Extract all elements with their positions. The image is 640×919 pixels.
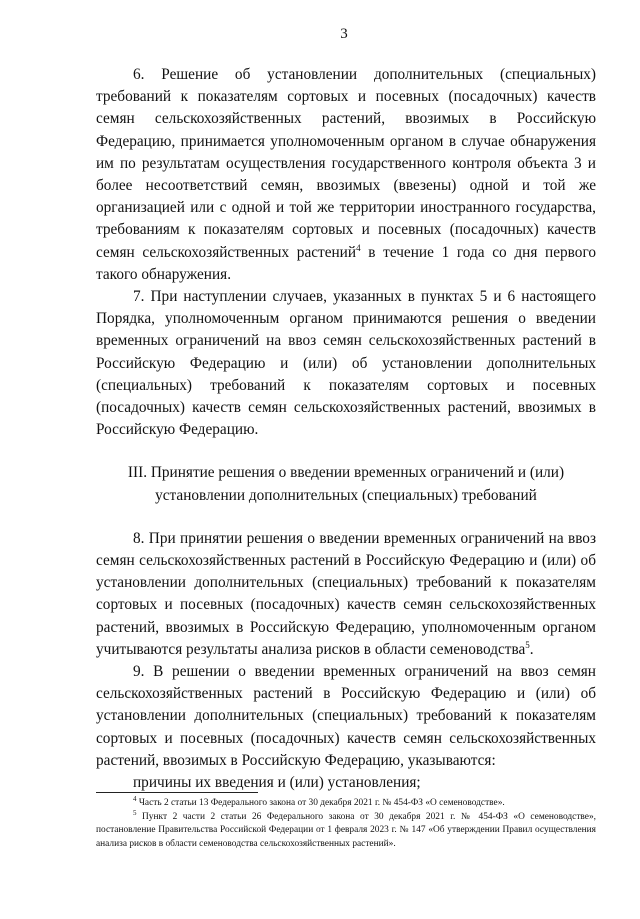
footnote-4-text: Часть 2 статьи 13 Федерального закона от 30 декабря 2021 г. № 454-ФЗ «О семеноводстве». [136, 798, 505, 808]
page-number: 3 [340, 26, 348, 42]
paragraph-6-tail: в течение 1 года со дня первого такого обнаружения. [96, 243, 596, 283]
section-heading-line-1: III. Принятие решения о введении временных ограничений и (или) [127, 464, 565, 482]
paragraph-8-tail: . [529, 640, 534, 658]
footnote-5-mark: 5 [133, 808, 137, 817]
footnote-4 [96, 794, 596, 811]
paragraph-9-item-1-text: причины их введения и (или) установления; [133, 774, 421, 792]
footnote-ref-4: 4 [356, 242, 361, 253]
paragraph-9-text: 9. В решении о введении временных ограничений на ввоз семян сельскохозяйственных растений в Российскую Федерацию и (или) об установлении дополнительных (специальных) требований к показателям сортовых и посевных (посадочных) качеств семян сельскохозяйственных растений, ввозимых в Российскую Федерацию, указываются: [96, 663, 596, 769]
footnote-ref-5: 5 [525, 639, 530, 650]
footnote-5 [96, 808, 596, 852]
document-body [96, 64, 596, 794]
section-heading-line-2: установлении дополнительных (специальных) требований [155, 486, 537, 504]
paragraph-6-text: 6. Решение об установлении дополнительных (специальных) требований к показателям сортовых и посевных (посадочных) качеств семян сельскохозяйственных растений, ввозимых в Российскую Федерацию, принимается уполномоченным органом в случае обнаружения им по результатам осуществления государственного контроля объекта 3 и более несоответствий семян, ввозимых (ввезены) одной и той же организацией или с одной и той же территории иностранного государства, требованиям к показателям сортовых и посевных (посадочных) качеств семян сельскохозяйственных растений [96, 66, 596, 261]
footnote-4-mark: 4 [133, 794, 137, 803]
section-heading-iii [96, 462, 596, 506]
paragraph-8 [96, 528, 596, 661]
paragraph-9-item-1 [96, 772, 596, 794]
footnote-5-text: Пункт 2 части 2 статьи 26 Федерального закона от 30 декабря 2021 г. № 454-ФЗ «О семеноводстве», постановление Правительства Российской Федерации от 1 февраля 2023 г. № 147 «Об утверждении Правил осуществления анализа рисков в области семеноводства сельскохозяйственных растений». [96, 811, 596, 849]
paragraph-9 [96, 661, 596, 772]
footnotes [96, 794, 596, 851]
footnote-separator [96, 792, 258, 793]
paragraph-6 [96, 64, 596, 286]
paragraph-8-text: 8. При принятии решения о введении временных ограничений на ввоз семян сельскохозяйственных растений в Российскую Федерацию и (или) об установлении дополнительных (специальных) требований к показателям сортовых и посевных (посадочных) качеств семян сельскохозяйственных растений, ввозимых в Российскую Федерацию, уполномоченным органом учитываются результаты анализа рисков в области семеноводства [96, 529, 596, 658]
paragraph-7-text: 7. При наступлении случаев, указанных в пунктах 5 и 6 настоящего Порядка, уполномоченным органом принимаются решения о введении временных ограничений на ввоз семян сельскохозяйственных растений в Российскую Федерацию и (или) об установлении дополнительных (специальных) требований к показателям сортовых и посевных (посадочных) качеств семян сельскохозяйственных растений, ввозимых в Российскую Федерацию. [96, 288, 596, 439]
paragraph-7 [96, 286, 596, 441]
